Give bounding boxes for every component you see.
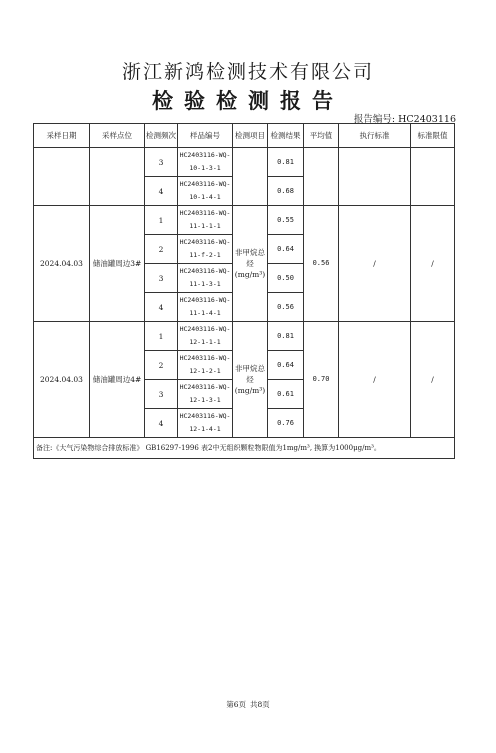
freq-cell: 2 [145,351,178,380]
header-cell: 检测项目 [233,124,268,148]
header-cell: 检测结果 [268,124,304,148]
freq-cell: 4 [145,409,178,438]
header-cell: 样品编号 [178,124,233,148]
result-cell: 0.64 [268,235,304,264]
result-cell: 0.55 [268,206,304,235]
table-row [34,148,455,177]
result-cell: 0.56 [268,293,304,322]
standard-cell: / [339,322,411,438]
freq-cell: 4 [145,177,178,206]
limit-cell: / [411,206,455,322]
point-cell: 储油罐周边3# [90,206,145,322]
header-cell: 检测频次 [145,124,178,148]
sample-id-cell: HC2403116-WQ-12-1-4-1 [178,409,233,438]
freq-cell: 2 [145,235,178,264]
standard-cell: / [339,206,411,322]
note-text: 备注:《大气污染物综合排放标准》 GB16297-1996 表2中无组织颗粒物限值为1mg/m³, 换算为1000μg/m³。 [34,438,455,459]
limit-cell: / [411,322,455,438]
date-cell: 2024.04.03 [34,206,90,322]
sample-id-cell: HC2403116-WQ-10-1-3-1 [178,148,233,177]
report-number-value: HC2403116 [398,114,456,125]
page-total: 共8页 [250,700,270,709]
header-cell: 采样日期 [34,124,90,148]
empty-cell [90,148,145,206]
result-cell: 0.76 [268,409,304,438]
result-cell: 0.81 [268,322,304,351]
sample-id-cell: HC2403116-WQ-12-1-2-1 [178,351,233,380]
sample-id-cell: HC2403116-WQ-12-1-1-1 [178,322,233,351]
average-cell: 0.56 [304,206,339,322]
header-cell: 平均值 [304,124,339,148]
freq-cell: 1 [145,206,178,235]
freq-cell: 3 [145,148,178,177]
table-row [34,206,455,235]
item-cell: 非甲烷总烃(mg/m³) [233,206,268,322]
header-cell: 采样点位 [90,124,145,148]
average-cell: 0.70 [304,322,339,438]
empty-cell [233,148,268,206]
item-cell: 非甲烷总烃(mg/m³) [233,322,268,438]
company-name: 浙江新鸿检测技术有限公司 [121,61,374,83]
result-cell: 0.81 [268,148,304,177]
page-footer [0,699,496,710]
table-row [34,322,455,351]
header-cell: 执行标准 [339,124,411,148]
empty-cell [339,148,411,206]
freq-cell: 3 [145,264,178,293]
freq-cell: 1 [145,322,178,351]
note-row [34,438,455,459]
freq-cell: 4 [145,293,178,322]
page-number: 第6页 [226,700,246,709]
freq-cell: 3 [145,380,178,409]
sample-id-cell: HC2403116-WQ-11-1-3-1 [178,264,233,293]
report-number-label: 报告编号: [353,114,396,125]
empty-cell [411,148,455,206]
result-cell: 0.64 [268,351,304,380]
empty-cell [34,148,90,206]
sample-id-cell: HC2403116-WQ-11-1-1-1 [178,206,233,235]
empty-cell [304,148,339,206]
header-row [34,124,455,148]
result-cell: 0.50 [268,264,304,293]
sample-id-cell: HC2403116-WQ-10-1-4-1 [178,177,233,206]
report-title: 检验检测报告 [152,88,344,113]
results-table [33,123,455,459]
sample-id-cell: HC2403116-WQ-11-f-2-1 [178,235,233,264]
date-cell: 2024.04.03 [34,322,90,438]
result-cell: 0.68 [268,177,304,206]
sample-id-cell: HC2403116-WQ-12-1-3-1 [178,380,233,409]
point-cell: 储油罐周边4# [90,322,145,438]
header-cell: 标准限值 [411,124,455,148]
result-cell: 0.61 [268,380,304,409]
sample-id-cell: HC2403116-WQ-11-1-4-1 [178,293,233,322]
